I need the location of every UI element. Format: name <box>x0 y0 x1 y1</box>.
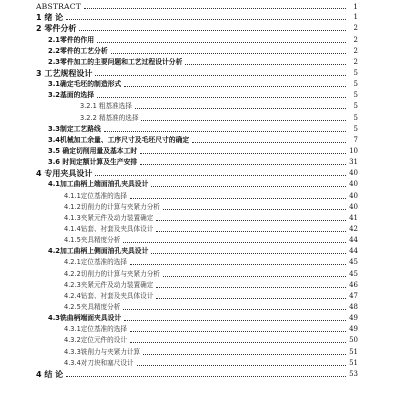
toc-entry-title: 3.1确定毛坯的制造形式 <box>48 80 122 89</box>
toc-entry[interactable] <box>0 256 400 267</box>
toc-entry-title: 4.3.2定位元件的设计 <box>64 336 127 345</box>
toc-leader-dots <box>140 164 346 165</box>
toc-entry[interactable] <box>0 189 400 200</box>
toc-entry-title: 3.6 时间定额计算及生产安排 <box>48 158 138 167</box>
toc-entry-title: ABSTRACT <box>36 2 82 12</box>
toc-leader-dots <box>104 131 346 132</box>
toc-entry-page-number: 40 <box>349 202 358 211</box>
toc-entry-page-number: 42 <box>349 224 358 233</box>
toc-leader-dots <box>156 287 346 288</box>
toc-entry-page-number: 2 <box>353 46 358 55</box>
toc-entry-page-number: 31 <box>349 158 358 167</box>
toc-leader-dots <box>151 253 346 254</box>
toc-entry-page-number: 5 <box>353 80 358 89</box>
toc-entry[interactable] <box>0 212 400 223</box>
toc-leader-dots <box>151 186 346 187</box>
toc-entry[interactable] <box>0 312 400 323</box>
toc-entry-page-number: 10 <box>349 146 358 155</box>
toc-entry[interactable] <box>0 134 400 145</box>
toc-entry-title: 4.1.3夹紧元件及动力装置确定 <box>64 213 154 222</box>
toc-entry[interactable] <box>0 22 400 33</box>
toc-leader-dots <box>130 264 346 265</box>
toc-entry-title: 4 结 论 <box>36 369 64 379</box>
toc-entry-page-number: 2 <box>353 57 358 66</box>
toc-entry-title: 4.3.3铣削力与夹紧力计算 <box>64 347 141 356</box>
toc-entry[interactable] <box>0 245 400 256</box>
toc-leader-dots <box>97 42 346 43</box>
toc-entry-page-number: 40 <box>349 191 358 200</box>
toc-entry-title: 4.2加工曲柄上侧面油孔夹具设计 <box>48 247 149 256</box>
toc-entry-title: 4.1.5夹具精度分析 <box>64 236 121 245</box>
toc-entry-title: 4.2.3夹紧元件及动力装置确定 <box>64 280 154 289</box>
toc-entry-title: 2.2零件的工艺分析 <box>48 46 108 55</box>
toc-leader-dots <box>130 198 346 199</box>
toc-entry[interactable] <box>0 201 400 212</box>
toc-entry-page-number: 5 <box>353 68 358 77</box>
toc-leader-dots <box>124 86 346 87</box>
toc-entry[interactable] <box>0 145 400 156</box>
toc-entry[interactable] <box>0 345 400 356</box>
toc-leader-dots <box>156 298 346 299</box>
toc-entry-page-number: 5 <box>353 113 358 122</box>
toc-entry[interactable] <box>0 167 400 178</box>
toc-leader-dots <box>192 142 346 143</box>
toc-entry-page-number: 50 <box>349 336 358 345</box>
toc-leader-dots <box>130 331 346 332</box>
toc-entry-title: 4.1.4钻套、衬套及夹具体设计 <box>64 224 154 233</box>
toc-entry-page-number: 51 <box>349 347 358 356</box>
toc-entry[interactable] <box>0 56 400 67</box>
toc-leader-dots <box>95 175 346 176</box>
toc-entry-page-number: 48 <box>349 302 358 311</box>
toc-entry-title: 4.1加工曲柄上端面油孔夹具设计 <box>48 180 149 189</box>
toc-entry[interactable] <box>0 290 400 301</box>
toc-entry-page-number: 44 <box>349 236 358 245</box>
toc-entry-page-number: 49 <box>349 325 358 334</box>
toc-entry[interactable] <box>0 156 400 167</box>
toc-entry-title: 3.3制定工艺路线 <box>48 124 101 133</box>
toc-entry[interactable] <box>0 67 400 78</box>
toc-leader-dots <box>156 220 346 221</box>
toc-entry-page-number: 5 <box>353 91 358 100</box>
toc-leader-dots <box>84 8 346 9</box>
toc-entry[interactable] <box>0 267 400 278</box>
toc-entry[interactable] <box>0 33 400 44</box>
toc-entry-page-number: 5 <box>353 102 358 111</box>
toc-entry[interactable] <box>0 11 400 22</box>
toc-entry[interactable] <box>0 334 400 345</box>
toc-entry-page-number: 2 <box>353 24 358 33</box>
toc-entry-page-number: 7 <box>353 135 358 144</box>
toc-entry[interactable] <box>0 123 400 134</box>
toc-entry[interactable] <box>0 368 400 379</box>
toc-leader-dots <box>141 120 346 121</box>
toc-leader-dots <box>185 64 346 65</box>
toc-entry-page-number: 41 <box>349 213 358 222</box>
toc-entry-title: 4.2.2切削力的计算与夹紧力分析 <box>64 269 160 278</box>
toc-leader-dots <box>97 97 346 98</box>
toc-entry-title: 3.2.2 精基准的选择 <box>80 113 139 122</box>
toc-entry[interactable] <box>0 234 400 245</box>
toc-leader-dots <box>79 30 346 31</box>
toc-entry[interactable] <box>0 0 400 11</box>
toc-entry[interactable] <box>0 323 400 334</box>
toc-leader-dots <box>135 108 346 109</box>
toc-entry-title: 2.3零件加工的主要问题和工艺过程设计分析 <box>48 57 183 66</box>
toc-entry[interactable] <box>0 78 400 89</box>
toc-entry-title: 4.3铣曲柄端面夹具设计 <box>48 314 122 323</box>
toc-entry-page-number: 53 <box>349 369 358 378</box>
toc-leader-dots <box>163 276 346 277</box>
toc-entry-title: 3.2基面的选择 <box>48 91 95 100</box>
toc-entry[interactable] <box>0 100 400 111</box>
toc-entry-page-number: 45 <box>349 258 358 267</box>
toc-entry-page-number: 44 <box>349 247 358 256</box>
toc-leader-dots <box>137 365 346 366</box>
toc-entry-title: 2.1零件的作用 <box>48 35 95 44</box>
toc-entry-page-number: 1 <box>353 2 358 12</box>
toc-entry-page-number: 2 <box>353 35 358 44</box>
toc-entry-title: 4.1.1定位基准的选择 <box>64 191 127 200</box>
toc-entry-title: 3.5 确定切削用量及基本工时 <box>48 146 138 155</box>
toc-entry-title: 3.2.1 粗基准选择 <box>80 102 132 111</box>
toc-leader-dots <box>66 19 346 20</box>
toc-entry-page-number: 5 <box>353 124 358 133</box>
toc-leader-dots <box>163 209 346 210</box>
toc-entry[interactable] <box>0 45 400 56</box>
toc-leader-dots <box>140 153 346 154</box>
toc-leader-dots <box>95 75 346 76</box>
toc-leader-dots <box>143 354 346 355</box>
toc-entry[interactable] <box>0 111 400 122</box>
toc-entry-title: 3 工艺规程设计 <box>36 68 93 78</box>
toc-entry-title: 2 零件分析 <box>36 24 77 34</box>
toc-entry[interactable] <box>0 178 400 189</box>
toc-entry-page-number: 40 <box>349 169 358 178</box>
toc-leader-dots <box>156 231 346 232</box>
toc-entry-page-number: 51 <box>349 358 358 367</box>
toc-entry-title: 4.3.1定位基准的选择 <box>64 325 127 334</box>
toc-leader-dots <box>111 53 346 54</box>
toc-entry-title: 4.1.2切削力的计算与夹紧力分析 <box>64 202 160 211</box>
toc-leader-dots <box>66 376 346 377</box>
toc-leader-dots <box>124 320 346 321</box>
toc-entry[interactable] <box>0 301 400 312</box>
toc-entry-title: 4.2.5夹具精度分析 <box>64 302 121 311</box>
toc-entry[interactable] <box>0 279 400 290</box>
toc-entry-title: 1 绪 论 <box>36 13 64 23</box>
toc-leader-dots <box>123 309 346 310</box>
toc-entry-page-number: 1 <box>353 13 358 22</box>
toc-entry-page-number: 45 <box>349 269 358 278</box>
toc-leader-dots <box>123 242 346 243</box>
toc-entry-page-number: 40 <box>349 180 358 189</box>
toc-entry[interactable] <box>0 357 400 368</box>
toc-entry-page-number: 47 <box>349 291 358 300</box>
toc-leader-dots <box>130 342 346 343</box>
toc-entry-title: 3.4机械加工余量、工序尺寸及毛坯尺寸的确定 <box>48 135 190 144</box>
toc-entry[interactable] <box>0 89 400 100</box>
toc-entry[interactable] <box>0 223 400 234</box>
toc-entry-title: 4 专用夹具设计 <box>36 169 93 179</box>
toc-entry-title: 4.2.4钻套、衬套及夹具体设计 <box>64 291 154 300</box>
toc-entry-page-number: 46 <box>349 280 358 289</box>
toc-entry-title: 4.2.1定位基准的选择 <box>64 258 127 267</box>
toc-entry-page-number: 49 <box>349 314 358 323</box>
toc-entry-title: 4.3.4对刀块和塞尺设计 <box>64 358 134 367</box>
